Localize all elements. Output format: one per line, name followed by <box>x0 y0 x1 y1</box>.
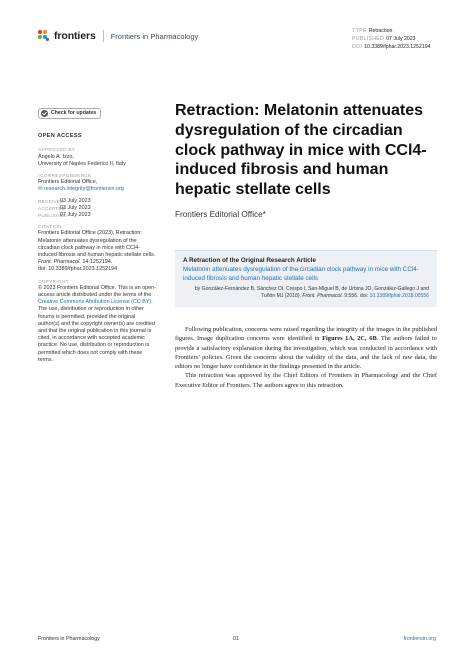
retraction-box <box>175 250 437 307</box>
published-date: 07 July 2023 <box>386 36 416 42</box>
logo-text: frontiers <box>54 30 96 42</box>
original-article-doi-link[interactable]: 10.3389/fphar.2018.00556 <box>369 292 429 299</box>
check-updates-icon <box>41 110 48 117</box>
open-access-label: OPEN ACCESS <box>38 133 82 140</box>
article-title: Retraction: Melatonin attenuates dysregulation of the circadian clock pathway in mice with CCl4-induced fibrosis and human hepatic stellate cells <box>175 102 427 199</box>
citation-text: Frontiers Editorial Office (2023), Retraction: Melatonin attenuates dysregulation of the circadian clock pathway in mice with CCl4-induced fibrosis and human hepatic stellate cells. Front. Pharmacol. 14:1252194. doi: 10.3389/fphar.2023.1252194 <box>38 230 156 273</box>
body-paragraph: This retraction was approved by the Chief Editors of Frontiers in Pharmacology and the Chief Executive Editor of Frontiers. The authors agree to this retraction. <box>175 372 437 389</box>
article-doi: 10.3389/fphar.2023.1252194 <box>364 44 431 50</box>
cc-by-license-link[interactable]: Creative Commons Attribution License (CC BY). <box>38 299 153 306</box>
logo-divider <box>103 30 104 42</box>
accepted-date: 03 July 2023 <box>60 204 91 211</box>
body-paragraph: Following publication, concerns were raised regarding the integrity of the images in the published figures. Image duplication concerns were identified in Figures 1A, 2C, 6B. The authors failed to provide a satisfactory explanation during the investigation, which was conducted in accordance with Frontiers’ policies. Given the concerns about the validity of the data, and the lack of raw data, the editors no longer have confidence in the findings presented in the article. <box>175 326 437 371</box>
page-header <box>38 26 448 58</box>
check-for-updates-button[interactable]: Check for updates <box>38 108 101 119</box>
author-name[interactable]: Frontiers Editorial Office* <box>175 210 266 219</box>
page-number: 01 <box>233 636 239 642</box>
approved-by-affiliation: University of Naples Federico II, Italy <box>38 160 126 167</box>
original-article-link[interactable]: Melatonin attenuates dysregulation of the circadian clock pathway in mice with CCl4-induced fibrosis and human hepatic stellate cells <box>183 266 419 282</box>
article-sidebar: Check for updates OPEN ACCESS APPROVED BY Angelo A. Izzo, University of Naples Federico II, Italy *CORRESPONDENCE Frontiers Editorial Office, ✉ research.integrity@frontiersin.org RECEIVED 03 July 2023 ACCEPTED 03 July 2023 PUBLISHED 07 July 2023 CITATION Frontiers Editorial Office (2023), Retraction: Melatonin attenuates dysregulation of the circadian clock pathway in mice with CCl4-induced fibrosis and human hepatic stellate cells. Front. Pharmacol. 14:1252194. doi: 10.3389/fphar.2023.1252194 COPYRIGHT © 2023 Frontiers Editorial Office. This is an open-access article distributed under the terms of the Creative Commons Attribution License (CC BY). The use, distribution or reproduction in other forums is permitted, provided the original author(s) and the copyright owner(s) are credited and that the original publication in this journal is cited, in accordance with accepted academic practice. No use, distribution or reproduction is permitted which does not comply with these terms. <box>38 110 156 363</box>
sidebar-published-date: 07 July 2023 <box>60 212 91 219</box>
received-date: 03 July 2023 <box>60 197 91 204</box>
article-type: Retraction <box>368 28 393 34</box>
journal-name[interactable]: Frontiers in Pharmacology <box>110 31 199 41</box>
copyright-text: © 2023 Frontiers Editorial Office. This is an open-access article distributed under the terms of the Creative Commons Attribution License (CC BY). The use, distribution or reproduction in other forums is permitted, provided the original author(s) and the copyright owner(s) are credited and that the original publication in this journal is cited, in accordance with accepted academic practice. No use, distribution or reproduction is permitted which does not comply with these terms. <box>38 284 156 363</box>
frontiers-logo-icon <box>38 30 50 42</box>
footer-website-link[interactable]: frontiersin.org <box>403 636 436 642</box>
footer-journal: Frontiers in Pharmacology <box>38 636 100 642</box>
original-article-citation: by González-Fernández B, Sánchez DI, Crespo I, San-Miguel B, de Urbina JO, González-Gallego J and Tuñón MJ (2018). Front. Pharmacol. 9:556. doi: 10.3389/fphar.2018.00556 <box>194 286 429 299</box>
article-body <box>175 325 437 390</box>
article-meta: TYPE Retraction PUBLISHED 07 July 2023 DOI 10.3389/fphar.2023.1252194 <box>352 28 431 50</box>
retraction-box-heading: A Retraction of the Original Research Article <box>183 257 316 264</box>
approved-by-name: Angelo A. Izzo, <box>38 153 74 160</box>
correspondence-email-link[interactable]: ✉ research.integrity@frontiersin.org <box>38 186 124 193</box>
frontiers-logo[interactable] <box>38 30 198 42</box>
correspondence-office: Frontiers Editorial Office, <box>38 179 98 186</box>
